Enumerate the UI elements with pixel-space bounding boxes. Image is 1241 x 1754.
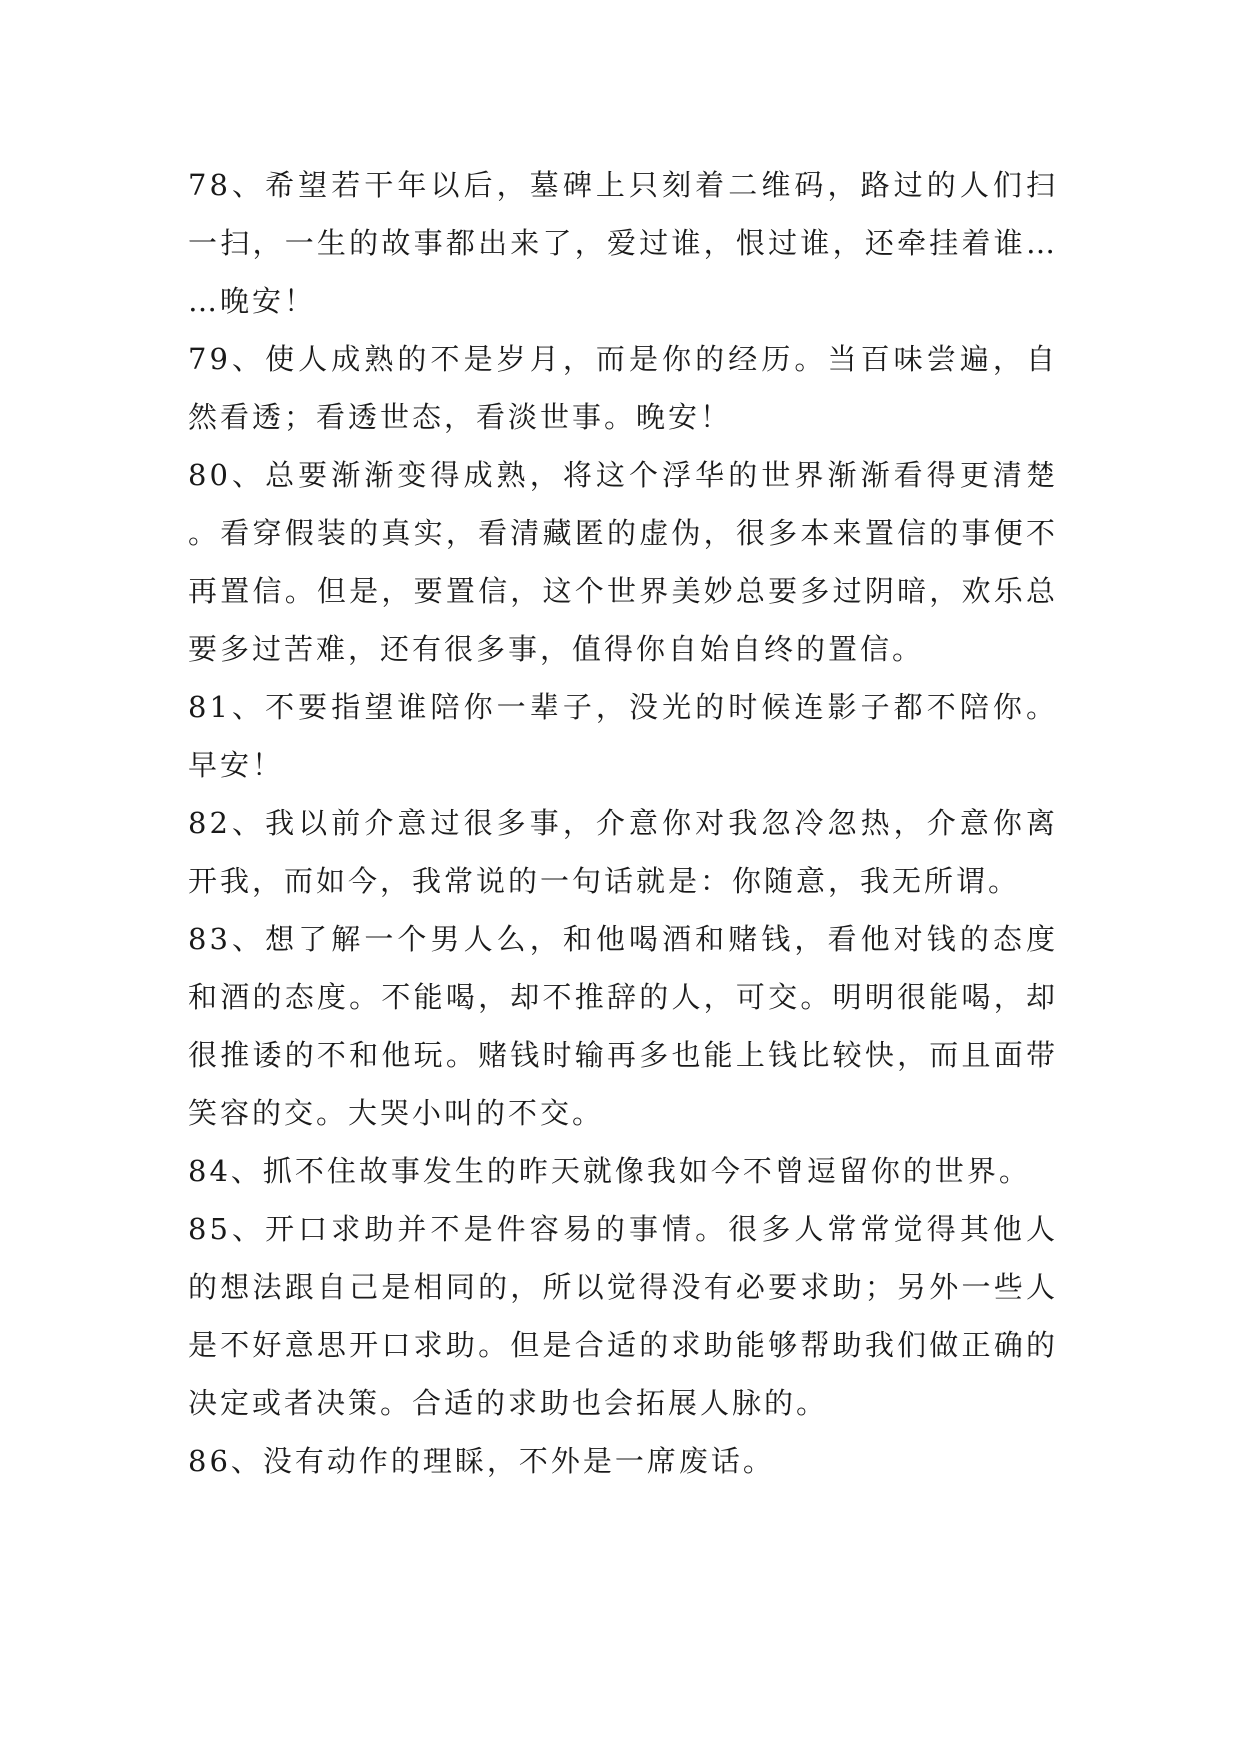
paragraph-86: 86、没有动作的理睬，不外是一席废话。 xyxy=(188,1444,775,1478)
paragraph-82: 82、我以前介意过很多事，介意你对我忽冷忽热，介意你离开我，而如今，我常说的一句话就是：你随意，我无所谓。 xyxy=(188,806,1058,898)
paragraph-79: 79、使人成熟的不是岁月，而是你的经历。当百味尝遍，自然看透；看透世态，看淡世事。晚安！ xyxy=(188,342,1058,434)
paragraph-81: 81、不要指望谁陪你一辈子，没光的时候连影子都不陪你。早安！ xyxy=(188,690,1058,782)
paragraph-83: 83、想了解一个男人么，和他喝酒和赌钱，看他对钱的态度和酒的态度。不能喝，却不推辞的人，可交。明明很能喝，却很推诿的不和他玩。赌钱时输再多也能上钱比较快，而且面带笑容的交。大哭小叫的不交。 xyxy=(188,922,1058,1130)
paragraph-85: 85、开口求助并不是件容易的事情。很多人常常觉得其他人的想法跟自己是相同的，所以觉得没有必要求助；另外一些人是不好意思开口求助。但是合适的求助能够帮助我们做正确的决定或者决策。合适的求助也会拓展人脉的。 xyxy=(188,1212,1058,1420)
paragraph-80: 80、总要渐渐变得成熟，将这个浮华的世界渐渐看得更清楚。看穿假装的真实，看清藏匿的虚伪，很多本来置信的事便不再置信。但是，要置信，这个世界美妙总要多过阴暗，欢乐总要多过苦难，还有很多事，值得你自始自终的置信。 xyxy=(188,458,1058,666)
paragraph-84: 84、抓不住故事发生的昨天就像我如今不曾逗留你的世界。 xyxy=(188,1154,1031,1188)
paragraph-78: 78、希望若干年以后，墓碑上只刻着二维码，路过的人们扫一扫，一生的故事都出来了，爱过谁，恨过谁，还牵挂着谁……晚安！ xyxy=(188,168,1058,318)
document-body xyxy=(188,156,1058,1490)
